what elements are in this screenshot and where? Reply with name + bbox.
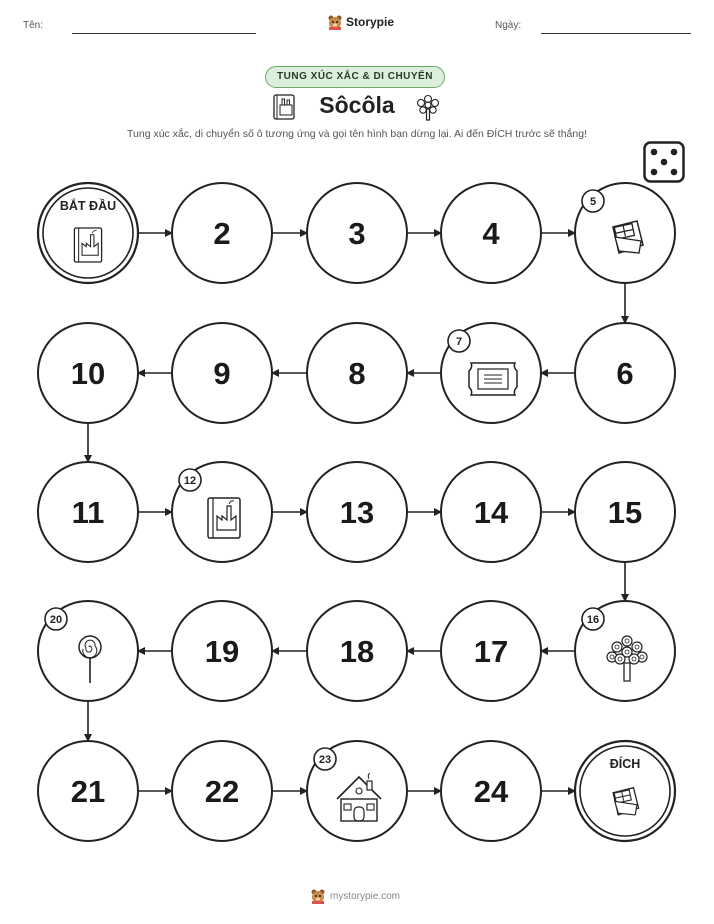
- instructions: Tung xúc xắc, di chuyển số ô tương ứng và gọi tên hình bạn dừng lại. Ai đến ĐÍCH trước sẽ thắng!: [126, 128, 587, 140]
- board-space: [172, 323, 272, 423]
- space-number: 14: [473, 495, 509, 530]
- board-space: [307, 741, 407, 841]
- space-number: 11: [71, 495, 105, 530]
- space-number: 13: [339, 495, 375, 530]
- space-number: 24: [473, 774, 509, 809]
- space-number: 18: [339, 634, 375, 669]
- start-label: BẮT ĐẦU: [59, 199, 117, 213]
- page-title: Sôcôla: [319, 92, 395, 118]
- board-space: [307, 601, 407, 701]
- footer-site: mystorypie.com: [330, 890, 401, 902]
- board-space: [441, 741, 541, 841]
- board-space: [172, 601, 272, 701]
- space-number: 16: [586, 614, 600, 626]
- space-number: 19: [204, 634, 240, 669]
- name-label: Tên:: [23, 20, 44, 31]
- space-number: 6: [616, 356, 634, 391]
- brand-name: Storypie: [346, 15, 395, 29]
- finish-label: ĐÍCH: [609, 757, 641, 771]
- space-number: 21: [70, 774, 106, 809]
- space-number: 7: [455, 336, 463, 348]
- golden-ticket-icon: [469, 363, 517, 395]
- board-space: [575, 323, 675, 423]
- space-number: 20: [49, 614, 63, 626]
- space-number: 15: [607, 495, 643, 530]
- space-number: 4: [482, 216, 500, 251]
- space-number: 23: [318, 754, 332, 766]
- space-number: 3: [348, 216, 366, 251]
- board-space: [38, 323, 138, 423]
- space-number: 10: [70, 356, 106, 391]
- chocolate-bar-icon: [613, 788, 639, 815]
- chocolate-bar-icon: [613, 221, 643, 253]
- board-space: [441, 462, 541, 562]
- board-space: [307, 323, 407, 423]
- space-number: 5: [589, 196, 597, 208]
- board-space: [441, 183, 541, 283]
- footer: [310, 888, 400, 904]
- board-space: [575, 462, 675, 562]
- board-space: [172, 741, 272, 841]
- date-label: Ngày:: [495, 20, 522, 31]
- board-space: [307, 183, 407, 283]
- space-number: 2: [213, 216, 231, 251]
- factory-book-icon: [74, 228, 101, 262]
- board-space: [38, 462, 138, 562]
- space-number: 9: [213, 356, 231, 391]
- board-space: [307, 462, 407, 562]
- board-space: [441, 601, 541, 701]
- bear-mascot-icon: [310, 888, 326, 904]
- game-type-banner: TUNG XÚC XẮC & DI CHUYỂN: [265, 66, 445, 88]
- space-number: 12: [183, 475, 197, 487]
- space-number: 8: [348, 356, 366, 391]
- factory-book-icon: [208, 498, 240, 538]
- space-number: 17: [473, 634, 509, 669]
- board-space: [172, 183, 272, 283]
- board-space: [38, 741, 138, 841]
- space-number: 22: [204, 774, 240, 809]
